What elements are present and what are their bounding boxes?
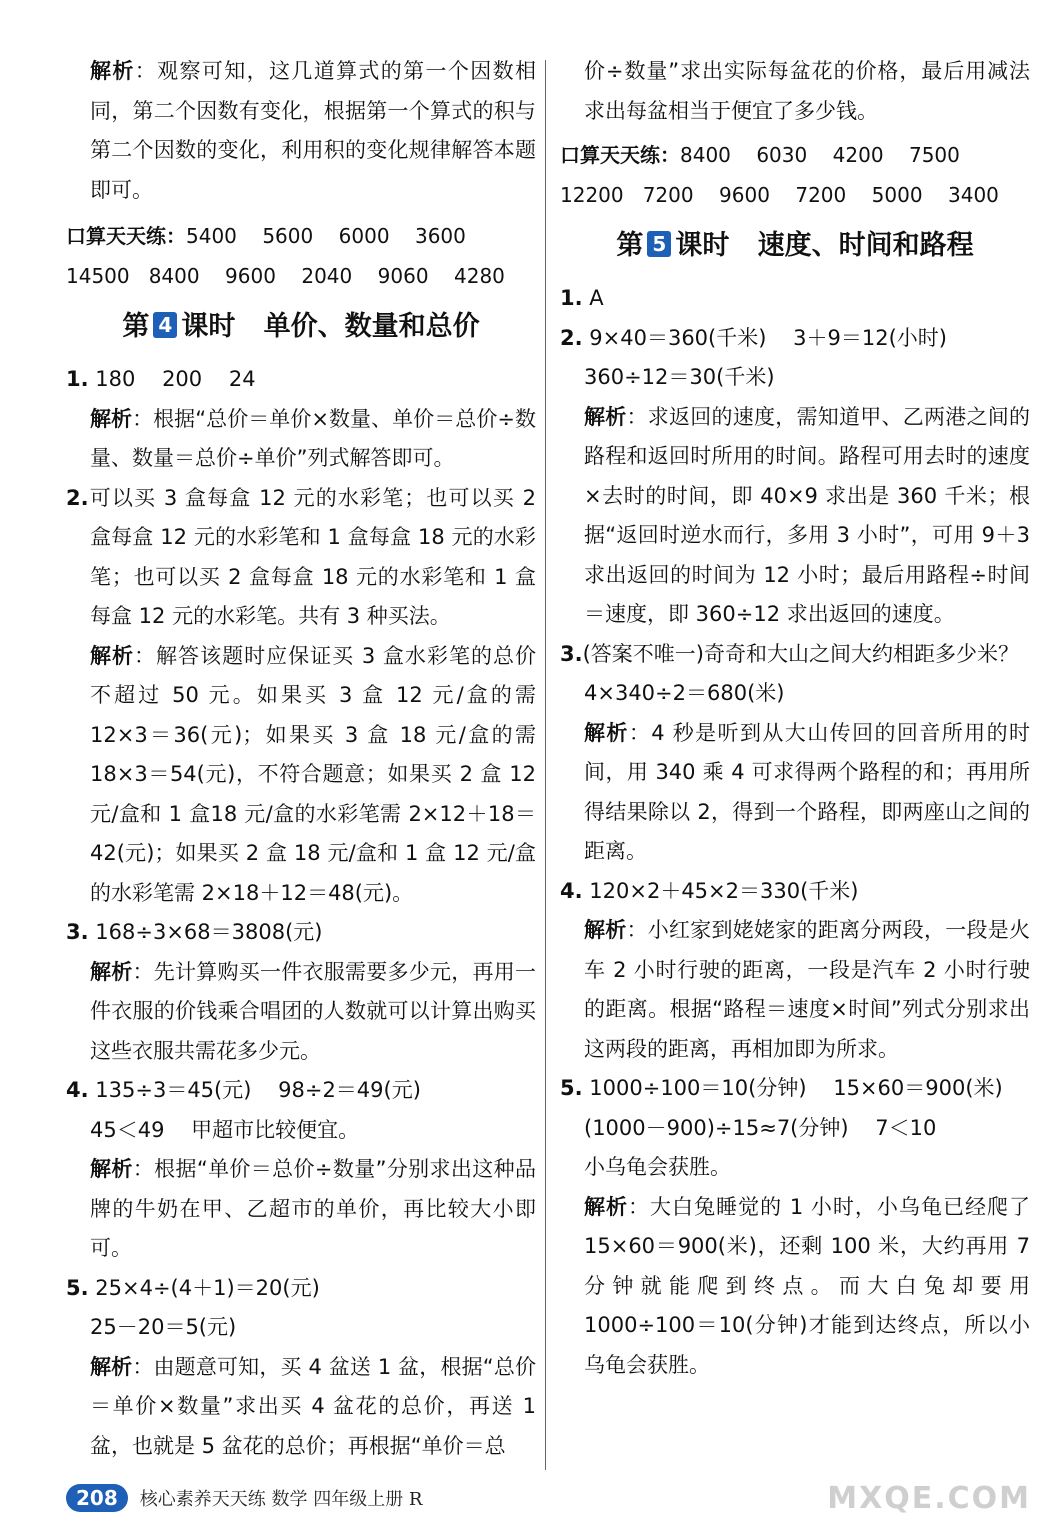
q2-analysis: 解析：解答该题时应保证买 3 盒水彩笔的总价不超过 50 元。如果买 3 盒 12 元/盒的需 12×3＝36(元)；如果买 3 盒 18 元/盒的需 18×3＝54(元)，不符合题意；如果买 2 盒 12 元/盒和 1 盒18 元/盒的水彩笔需 2×12＋18＝42(元)；如果买 2 盒 18 元/盒和 1 盒 12 元/盒的水彩笔需 2×18＋12＝48(元)。 (90, 643, 536, 905)
q3-analysis: 解析：先计算购买一件衣服需要多少元，再用一件衣服的价钱乘合唱团的人数就可以计算出购买这些衣服共需花多少元。 (90, 959, 536, 1063)
kousuan-row-2: 14500 8400 9600 2040 9060 4280 (66, 264, 505, 288)
q2-answer: 2.可以买 3 盒每盒 12 元的水彩笔；也可以买 2 盒每盒 12 元的水彩笔和 1 盒每盒 18 元的水彩笔；也可以买 2 盒每盒 18 元的水彩笔和 1 盒每盒 12 元的水彩笔。共有 3 种买法。 (66, 485, 536, 628)
right-column (560, 52, 1030, 1385)
r-q5-answer-3: 小乌龟会获胜。 (584, 1155, 731, 1179)
kousuan-row-1: 口算天天练：5400 5600 6000 3600 (66, 224, 466, 248)
q5-answer-2: 25－20＝5(元) (90, 1315, 237, 1339)
q1-answer: 1. 180 200 24 (66, 367, 256, 391)
r-q3-answer-2: 4×340÷2＝680(米) (584, 681, 785, 705)
lesson-number-badge: 5 (647, 231, 671, 257)
q5-answer-1: 5. 25×4÷(4＋1)＝20(元) (66, 1275, 320, 1300)
q4-answer-2: 45＜49 甲超市比较便宜。 (90, 1117, 360, 1142)
r-q2-answer-2: 360÷12＝30(千米) (584, 365, 775, 389)
section-title-4: 第 4 课时 单价、数量和总价 (122, 311, 480, 342)
q3-answer: 3. 168÷3×68＝3808(元) (66, 920, 323, 944)
kousuan-row-2-right: 12200 7200 9600 7200 5000 3400 (560, 183, 999, 207)
kousuan-row-1-right: 口算天天练：8400 6030 4200 7500 (560, 143, 960, 167)
r-q4-answer: 4. 120×2＋45×2＝330(千米) (560, 878, 859, 903)
r-q5-answer-2: (1000－900)÷15≈7(分钟) 7＜10 (584, 1115, 937, 1140)
column-divider (545, 60, 546, 1470)
r-q4-analysis: 解析：小红家到姥姥家的距离分两段，一段是火车 2 小时行驶的距离，一段是汽车 2 小时行驶的距离。根据“路程＝速度×时间”列式分别求出这两段的距离，再相加即为所求。 (584, 918, 1030, 1061)
q5-analysis-continued: 价÷数量”求出实际每盆花的价格，最后用减法求出每盆相当于便宜了多少钱。 (584, 59, 1030, 123)
q1-analysis: 解析：根据“总价＝单价×数量、单价＝总价÷数量、数量＝总价÷单价”列式解答即可。 (90, 406, 536, 470)
r-q5-answer-1: 5. 1000÷100＝10(分钟) 15×60＝900(米) (560, 1076, 1003, 1100)
page-number: 208 (66, 1484, 128, 1512)
q5-analysis: 解析：由题意可知，买 4 盆送 1 盆，根据“总价＝单价×数量”求出买 4 盆花的总价，再送 1 盆，也就是 5 盆花的总价；再根据“单价＝总 (90, 1354, 536, 1458)
left-column (66, 52, 536, 1466)
r-q3-analysis: 解析：4 秒是听到从大山传回的回音所用的时间，用 340 乘 4 可求得两个路程的和；再用所得结果除以 2，得到一个路程，即两座山之间的距离。 (584, 720, 1030, 863)
page-footer (66, 1478, 422, 1518)
q4-analysis: 解析：根据“单价＝总价÷数量”分别求出这种品牌的牛奶在甲、乙超市的单价，再比较大小即可。 (90, 1157, 537, 1260)
r-q1-answer: 1. A (560, 286, 604, 310)
r-q2-analysis: 解析：求返回的速度，需知道甲、乙两港之间的路程和返回时所用的时间。路程可用去时的速度×去时的时间，即 40×9 求出是 360 千米；根据“返回时逆水而行，多用 3 小时”，可用 9＋3 求出返回的时间为 12 小时；最后用路程÷时间＝速度，即 360÷12 求出返回的速度。 (584, 404, 1030, 626)
section-title-5: 第 5 课时 速度、时间和路程 (616, 230, 974, 261)
lesson-number-badge: 4 (153, 312, 177, 338)
watermark: MXQE.COM (827, 1481, 1031, 1516)
intro-analysis: 解析：观察可知，这几道算式的第一个因数相同，第二个因数有变化，根据第一个算式的积与第二个因数的变化，利用积的变化规律解答本题即可。 (90, 59, 537, 202)
q4-answer-1: 4. 135÷3＝45(元) 98÷2＝49(元) (66, 1078, 421, 1102)
r-q3-answer-1: 3.(答案不唯一)奇奇和大山之间大约相距多少米？ (560, 641, 1019, 666)
r-q5-analysis: 解析：大白兔睡觉的 1 小时，小乌龟已经爬了 15×60＝900(米)，还剩 100 米，大约再用 7 分钟就能爬到终点。而大白兔却要用 1000÷100＝10(分钟)才能到达终点，所以小乌龟会获胜。 (584, 1194, 1030, 1377)
book-title: 核心素养天天练 数学 四年级上册 R (139, 1489, 423, 1510)
r-q2-answer-1: 2. 9×40＝360(千米) 3＋9＝12(小时) (560, 325, 947, 350)
